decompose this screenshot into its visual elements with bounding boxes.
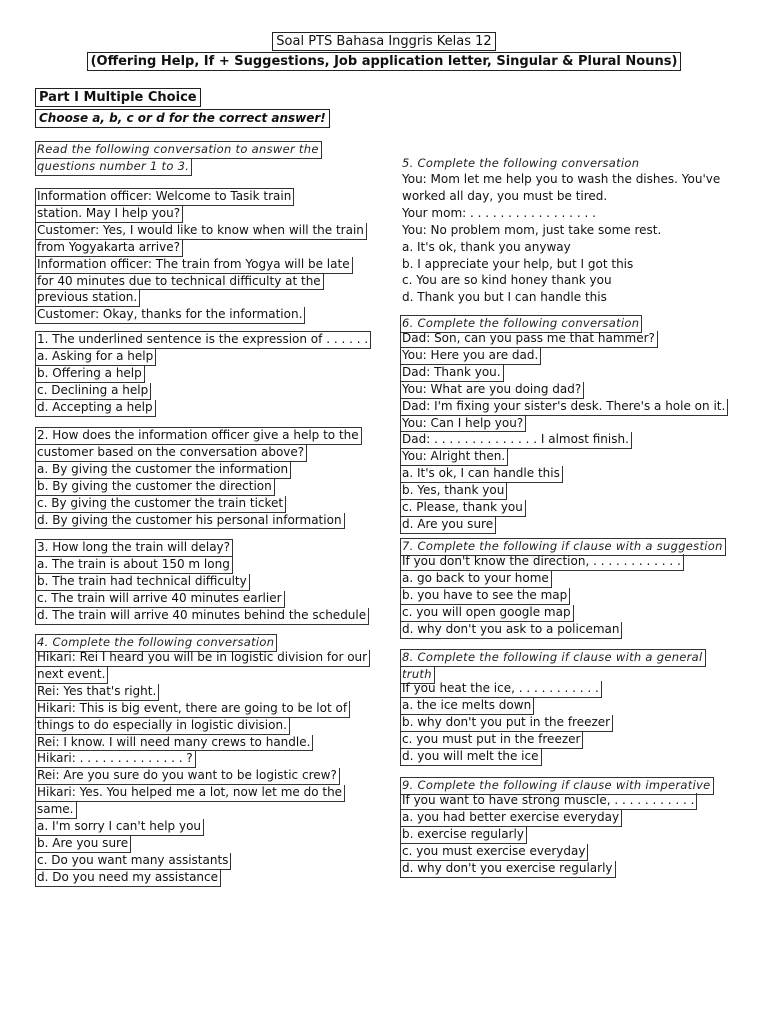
text-line: d. The train will arrive 40 minutes behind the schedule bbox=[35, 608, 375, 625]
text-line: If you heat the ice, . . . . . . . . . . . bbox=[400, 681, 745, 698]
text-line: b. I appreciate your help, but I got this bbox=[402, 256, 634, 271]
text-line: Dad: I'm fixing your sister's desk. There's a hole on it. bbox=[400, 399, 745, 416]
text-line: b. exercise regularly bbox=[400, 827, 745, 844]
text-line: c. you will open google map bbox=[400, 605, 745, 622]
question-2 bbox=[35, 427, 375, 529]
text-line: You: Here you are dad. bbox=[400, 348, 745, 365]
text-line: d. Do you need my assistance bbox=[35, 870, 375, 887]
text-line: station. May I help you? bbox=[35, 206, 375, 223]
text-line: a. the ice melts down bbox=[400, 698, 745, 715]
text-line: same. bbox=[35, 802, 375, 819]
question-8 bbox=[400, 681, 745, 766]
text-line: 6. Complete the following conversation bbox=[400, 315, 745, 333]
question-5 bbox=[400, 171, 745, 307]
text-line: Rei: Yes that's right. bbox=[35, 684, 375, 701]
text-line: d. Thank you but I can handle this bbox=[402, 290, 607, 305]
text-line: Your mom: . . . . . . . . . . . . . . . . . bbox=[402, 205, 596, 220]
text-line: a. By giving the customer the information bbox=[35, 462, 375, 479]
text-line: Read the following conversation to answer the bbox=[35, 141, 375, 159]
text-line: c. The train will arrive 40 minutes earlier bbox=[35, 591, 375, 608]
question-7 bbox=[400, 554, 745, 639]
text-line: You: Alright then. bbox=[400, 449, 745, 466]
text-line: a. go back to your home bbox=[400, 571, 745, 588]
question-1 bbox=[35, 331, 375, 417]
text-line: Dad: . . . . . . . . . . . . . . I almost finish. bbox=[400, 432, 745, 449]
text-line: d. why don't you ask to a policeman bbox=[400, 622, 745, 639]
text-line: 4. Complete the following conversation bbox=[35, 634, 375, 652]
text-line: Hikari: Yes. You helped me a lot, now let me do the bbox=[35, 785, 375, 802]
text-line: next event. bbox=[35, 667, 375, 684]
text-line: a. It's ok, I can handle this bbox=[400, 466, 745, 483]
text-line: Dad: Son, can you pass me that hammer? bbox=[400, 331, 745, 348]
text-line: Information officer: The train from Yogya will be late bbox=[35, 257, 375, 274]
text-line: c. Please, thank you bbox=[400, 500, 745, 517]
text-line: a. The train is about 150 m long bbox=[35, 557, 375, 574]
text-line: b. Are you sure bbox=[35, 836, 375, 853]
text-line: You: Mom let me help you to wash the dishes. You've bbox=[402, 172, 721, 186]
text-line: Hikari: . . . . . . . . . . . . . . ? bbox=[35, 751, 375, 768]
text-line: Hikari: Rei I heard you will be in logistic division for our bbox=[35, 650, 375, 667]
text-line: c. You are so kind honey thank you bbox=[402, 273, 612, 288]
text-line: previous station. bbox=[35, 290, 375, 307]
text-line: 1. The underlined sentence is the expression of . . . . . . bbox=[35, 331, 375, 349]
text-line: questions number 1 to 3. bbox=[35, 159, 375, 176]
question-8-heading bbox=[400, 649, 745, 684]
text-line: If you don't know the direction, . . . . . . . . . . . . bbox=[400, 554, 745, 571]
text-line: Rei: Are you sure do you want to be logistic crew? bbox=[35, 768, 375, 785]
text-line: If you want to have strong muscle, . . . . . . . . . . . bbox=[400, 793, 745, 810]
text-line: 9. Complete the following if clause with imperative bbox=[400, 777, 745, 795]
question-9 bbox=[400, 793, 745, 878]
text-line: a. I'm sorry I can't help you bbox=[35, 819, 375, 836]
text-line: 5. Complete the following conversation bbox=[402, 156, 640, 170]
text-line: things to do especially in logistic division. bbox=[35, 718, 375, 735]
instruction: Choose a, b, c or d for the correct answer! bbox=[35, 109, 330, 128]
text-line: customer based on the conversation above? bbox=[35, 445, 375, 462]
part-heading: Part I Multiple Choice bbox=[35, 88, 201, 107]
text-line: c. Declining a help bbox=[35, 383, 375, 400]
text-line: c. Do you want many assistants bbox=[35, 853, 375, 870]
text-line: d. By giving the customer his personal information bbox=[35, 513, 375, 530]
text-line: b. Offering a help bbox=[35, 366, 375, 383]
text-line: You: Can I help you? bbox=[400, 416, 745, 433]
text-line: 3. How long the train will delay? bbox=[35, 539, 375, 557]
text-line: You: No problem mom, just take some rest. bbox=[402, 222, 662, 237]
reading-intro bbox=[35, 141, 375, 176]
reading-dialog bbox=[35, 188, 375, 324]
text-line: 2. How does the information officer give a help to the bbox=[35, 427, 375, 445]
text-line: 8. Complete the following if clause with a general bbox=[400, 649, 745, 667]
text-line: d. why don't you exercise regularly bbox=[400, 861, 745, 878]
text-line: a. It's ok, thank you anyway bbox=[402, 239, 571, 254]
page-subtitle: (Offering Help, If + Suggestions, Job application letter, Singular & Plural Nouns) bbox=[87, 52, 682, 71]
text-line: c. you must exercise everyday bbox=[400, 844, 745, 861]
text-line: b. The train had technical difficulty bbox=[35, 574, 375, 591]
text-line: truth bbox=[400, 667, 745, 684]
text-line: a. you had better exercise everyday bbox=[400, 810, 745, 827]
question-3 bbox=[35, 539, 375, 625]
text-line: from Yogyakarta arrive? bbox=[35, 240, 375, 257]
text-line: for 40 minutes due to technical difficulty at the bbox=[35, 274, 375, 291]
text-line: Customer: Okay, thanks for the information. bbox=[35, 307, 375, 324]
text-line: Information officer: Welcome to Tasik train bbox=[35, 188, 375, 206]
text-line: b. Yes, thank you bbox=[400, 483, 745, 500]
text-line: Hikari: This is big event, there are going to be lot of bbox=[35, 701, 375, 718]
text-line: b. why don't you put in the freezer bbox=[400, 715, 745, 732]
text-line: b. By giving the customer the direction bbox=[35, 479, 375, 496]
text-line: a. Asking for a help bbox=[35, 349, 375, 366]
subtitle-row bbox=[0, 52, 768, 71]
text-line: b. you have to see the map bbox=[400, 588, 745, 605]
text-line: d. Accepting a help bbox=[35, 400, 375, 417]
page-title: Soal PTS Bahasa Inggris Kelas 12 bbox=[272, 32, 495, 51]
question-4 bbox=[35, 650, 375, 887]
title-row bbox=[0, 32, 768, 51]
text-line: c. you must put in the freezer bbox=[400, 732, 745, 749]
text-line: d. Are you sure bbox=[400, 517, 745, 534]
text-line: Dad: Thank you. bbox=[400, 365, 745, 382]
question-6 bbox=[400, 331, 745, 534]
text-line: c. By giving the customer the train ticket bbox=[35, 496, 375, 513]
text-line: You: What are you doing dad? bbox=[400, 382, 745, 399]
text-line: worked all day, you must be tired. bbox=[402, 188, 608, 203]
text-line: 7. Complete the following if clause with a suggestion bbox=[400, 538, 745, 556]
text-line: Rei: I know. I will need many crews to handle. bbox=[35, 735, 375, 752]
text-line: d. you will melt the ice bbox=[400, 749, 745, 766]
text-line: Customer: Yes, I would like to know when will the train bbox=[35, 223, 375, 240]
